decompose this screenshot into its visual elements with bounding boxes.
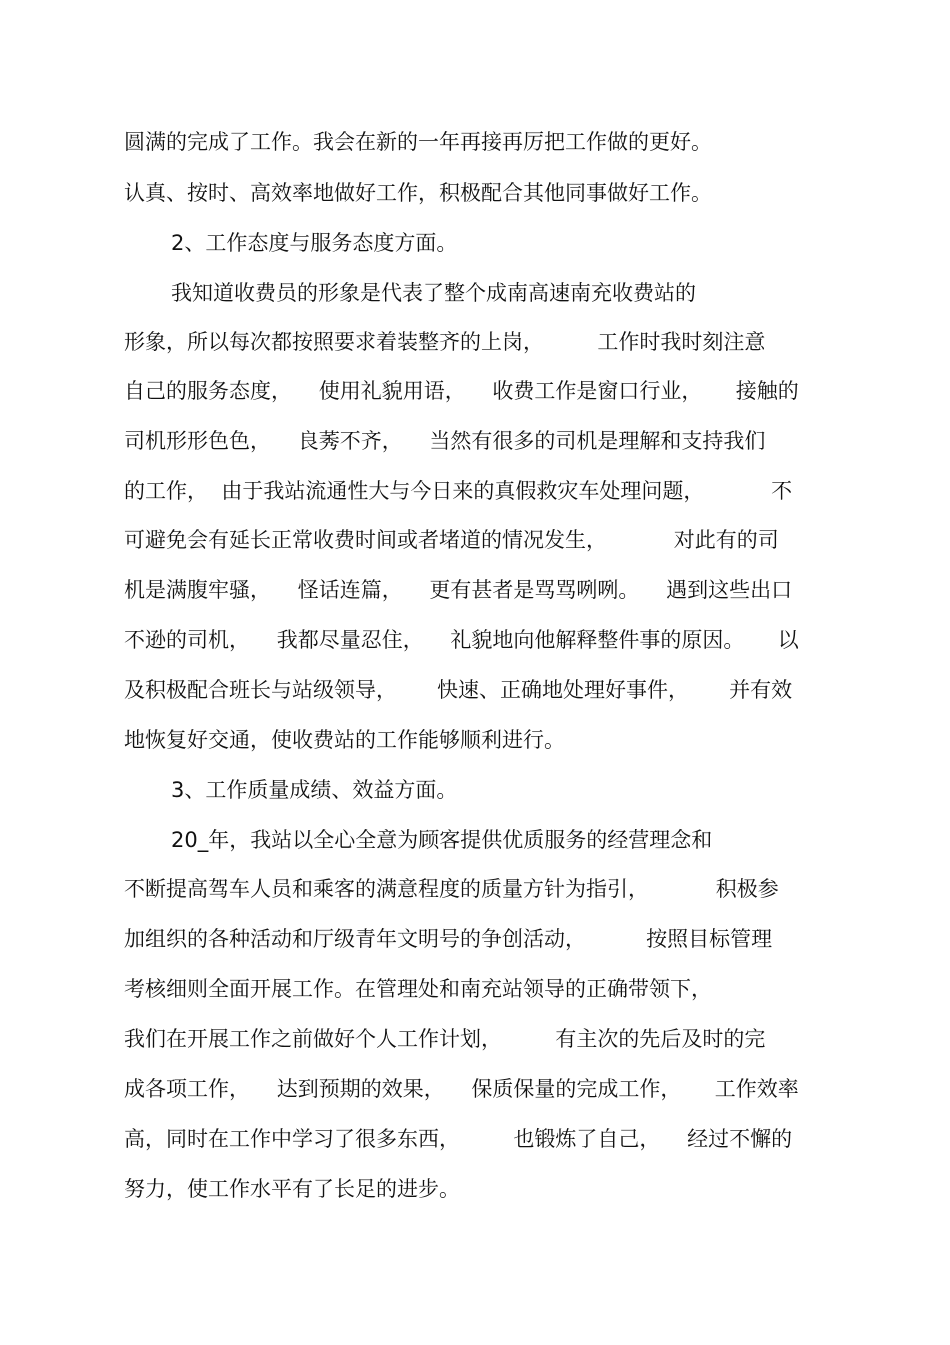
text-line: 的工作， 由于我站流通性大与今日来的真假救灾车处理问题， 不 (124, 479, 793, 503)
text-line: 形象，所以每次都按照要求着装整齐的上岗， 工作时我时刻注意 (124, 330, 766, 354)
text-line: 努力，使工作水平有了长足的进步。 (124, 1177, 460, 1201)
text-line: 认真、按时、高效率地做好工作，积极配合其他同事做好工作。 (124, 181, 712, 205)
text-line: 机是满腹牢骚， 怪话连篇， 更有甚者是骂骂咧咧。 遇到这些出口 (124, 578, 793, 602)
text-line: 司机形形色色， 良莠不齐， 当然有很多的司机是理解和支持我们 (124, 429, 766, 453)
text-line: 圆满的完成了工作。我会在新的一年再接再厉把工作做的更好。 (124, 130, 712, 154)
section-heading: 2、工作态度与服务态度方面。 (171, 231, 458, 255)
text-line: 可避免会有延长正常收费时间或者堵道的情况发生， 对此有的司 (124, 528, 779, 552)
text-line: 及积极配合班长与站级领导， 快速、正确地处理好事件， 并有效 (124, 678, 793, 702)
text-line: 20_年，我站以全心全意为顾客提供优质服务的经营理念和 (171, 828, 713, 852)
text-line: 成各项工作， 达到预期的效果， 保质保量的完成工作， 工作效率 (124, 1077, 799, 1101)
text-line: 地恢复好交通，使收费站的工作能够顺利进行。 (124, 728, 565, 752)
text-line: 考核细则全面开展工作。在管理处和南充站领导的正确带领下， (124, 977, 712, 1001)
text-line: 高，同时在工作中学习了很多东西， 也锻炼了自己， 经过不懈的 (124, 1127, 793, 1151)
section-heading: 3、工作质量成绩、效益方面。 (171, 778, 458, 802)
text-line: 不逊的司机， 我都尽量忍住， 礼貌地向他解释整件事的原因。 以 (124, 628, 799, 652)
text-line: 我们在开展工作之前做好个人工作计划， 有主次的先后及时的完 (124, 1027, 766, 1051)
text-line: 加组织的各种活动和厅级青年文明号的争创活动， 按照目标管理 (124, 927, 773, 951)
text-line: 我知道收费员的形象是代表了整个成南高速南充收费站的 (171, 281, 696, 305)
text-line: 不断提高驾车人员和乘客的满意程度的质量方针为指引， 积极参 (124, 877, 779, 901)
text-line: 自己的服务态度， 使用礼貌用语， 收费工作是窗口行业， 接触的 (124, 379, 799, 403)
